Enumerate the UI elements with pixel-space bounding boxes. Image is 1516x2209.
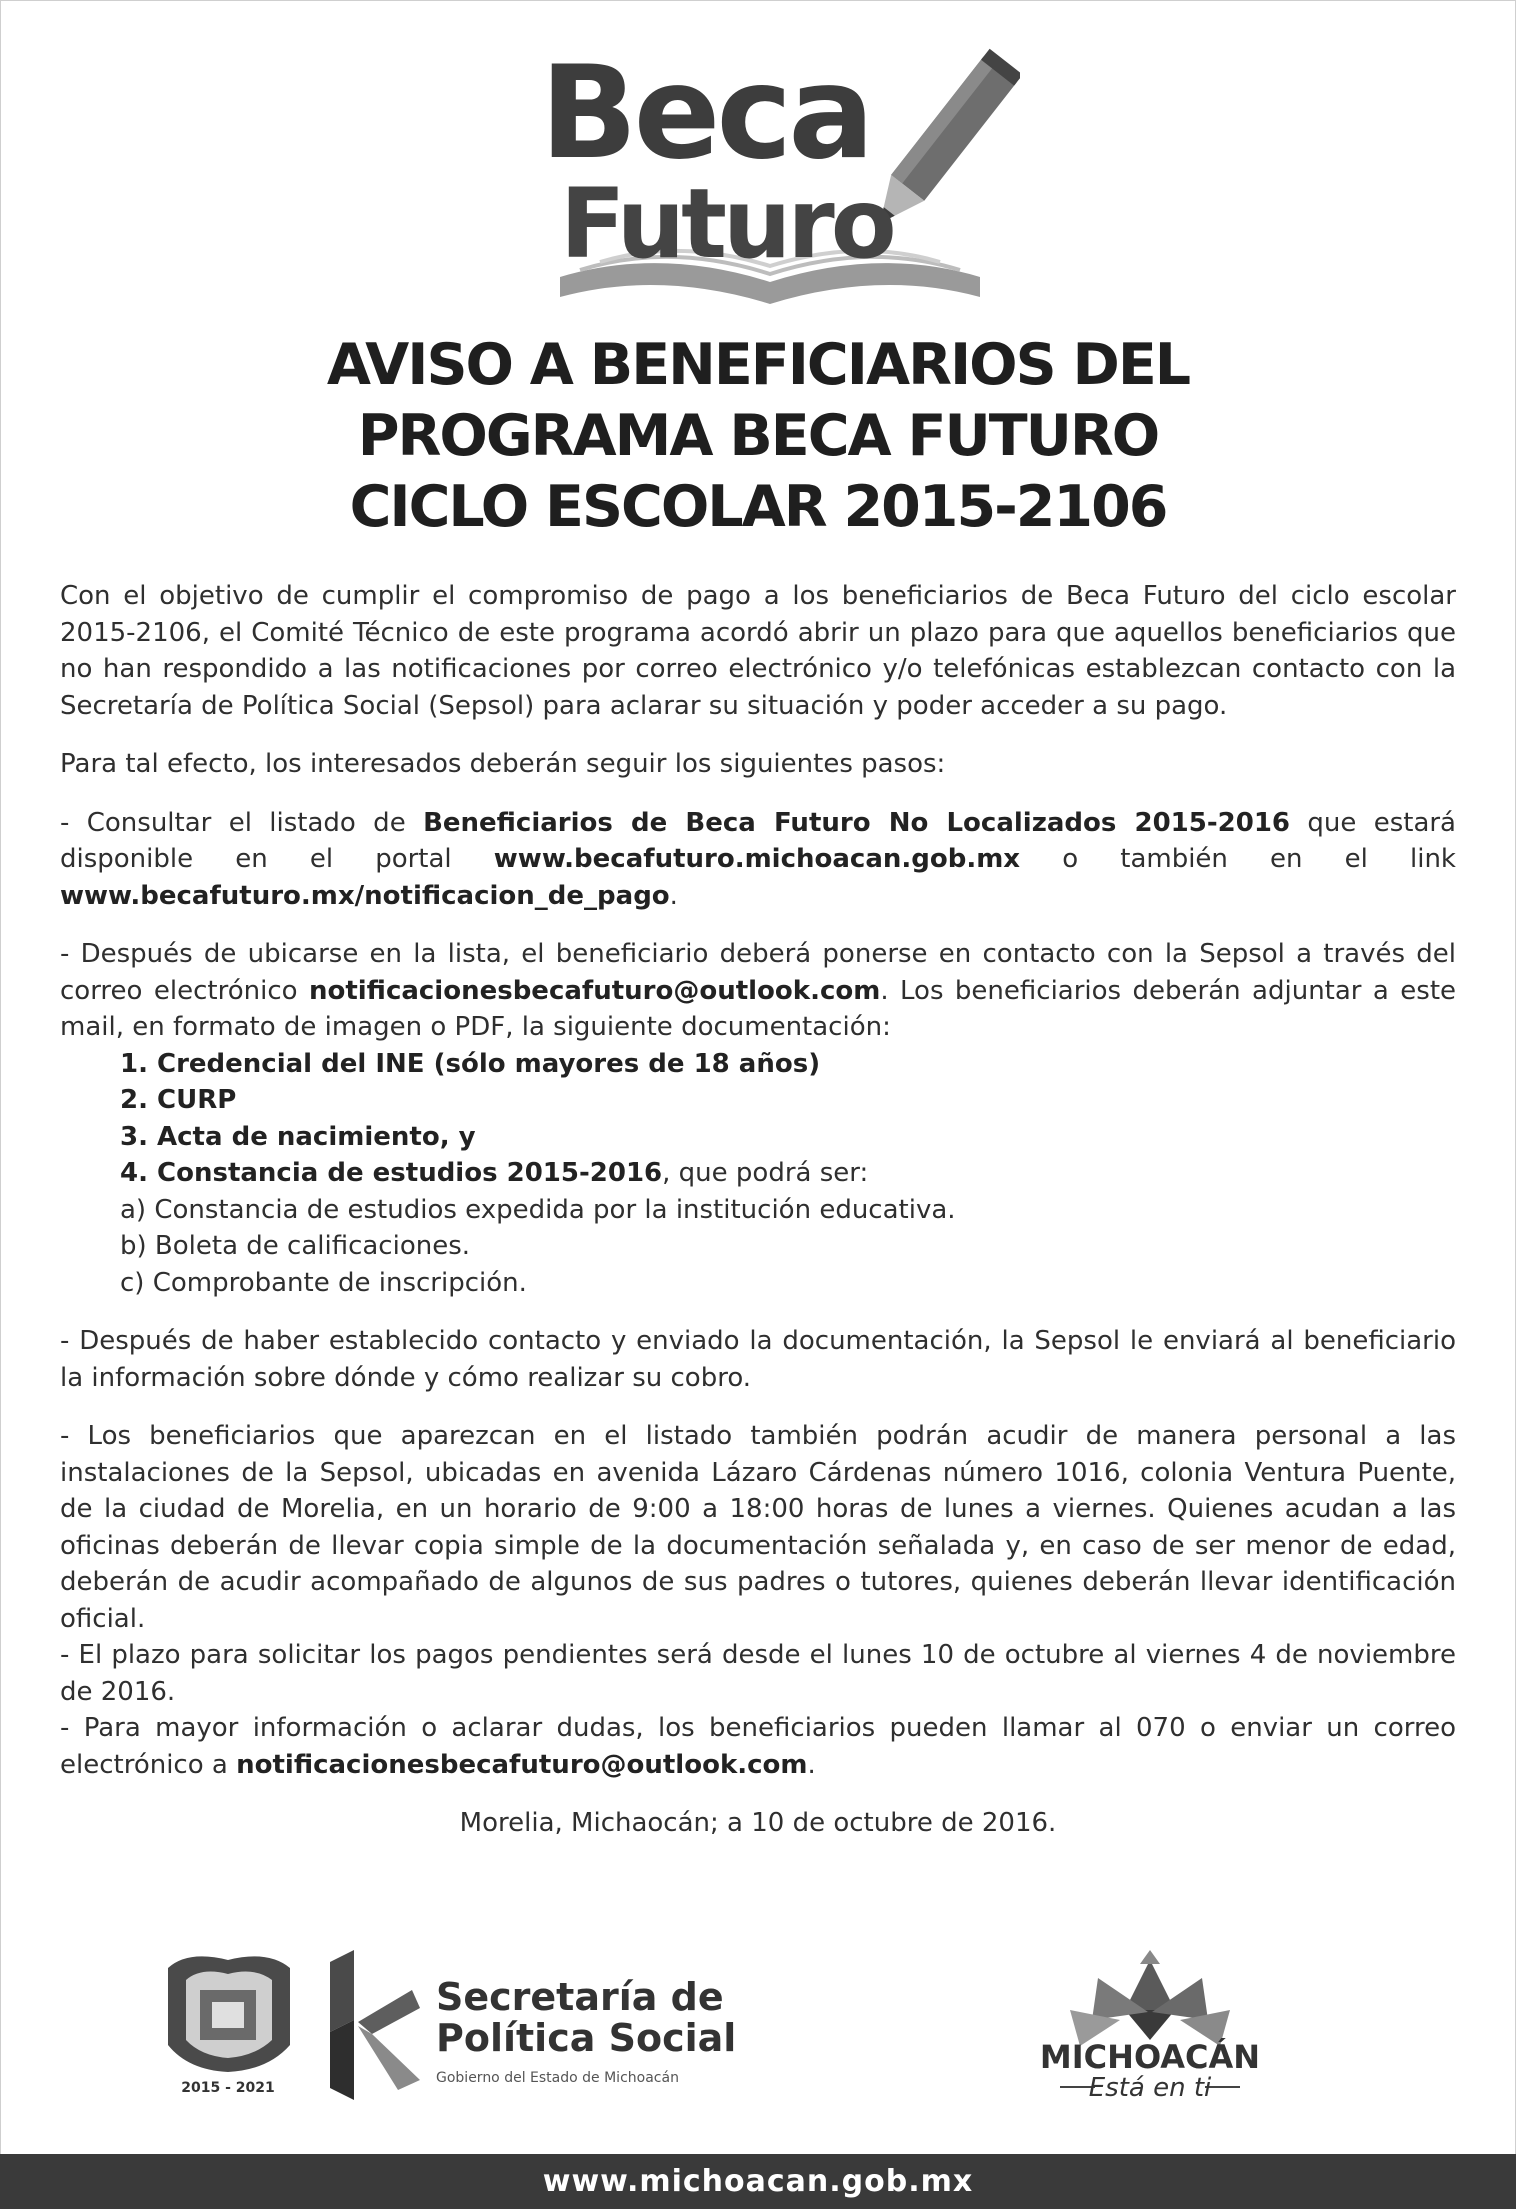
sepsol-line-1: Secretaría de bbox=[436, 1975, 724, 2019]
step-5: - El plazo para solicitar los pagos pendientes será desde el lunes 10 de octubre al viernes 4 de noviembre de 2016. bbox=[60, 1640, 1456, 1707]
doc-item-4: 4. Constancia de estudios 2015-2016, que podrá ser: bbox=[120, 1158, 869, 1188]
title-line-3: CICLO ESCOLAR 2015-2106 bbox=[349, 474, 1167, 540]
step-3: - Después de haber establecido contacto y enviado la documentación, la Sepsol le enviará al beneficiario la información sobre dónde y cómo realizar su cobro. bbox=[60, 1326, 1456, 1393]
documents-list bbox=[120, 1046, 1456, 1302]
step-2: - Después de ubicarse en la lista, el beneficiario deberá ponerse en contacto con la Sepsol a través del correo electrónico notificacionesbecafuturo@outlook.com. Los beneficiarios deberán adjuntar a este mail, en formato de imagen o PDF, la siguiente documentación: bbox=[60, 939, 1457, 1042]
title-line-1: AVISO A BENEFICIARIOS DEL bbox=[326, 332, 1190, 398]
footer-url-bar bbox=[0, 2154, 1516, 2209]
portal-url: www.becafuturo.michoacan.gob.mx bbox=[493, 844, 1021, 874]
state-seal-icon bbox=[168, 1956, 290, 2072]
list-name: Beneficiarios de Beca Futuro No Localizados 2015-2016 bbox=[423, 807, 1290, 838]
notice-body bbox=[60, 578, 1456, 1842]
doc-item-2: 2. CURP bbox=[120, 1085, 237, 1115]
beca-futuro-logo bbox=[520, 42, 1020, 312]
footer-logos bbox=[0, 1950, 1516, 2100]
doc-option-c: c) Comprobante de inscripción. bbox=[120, 1267, 527, 1298]
title-line-2: PROGRAMA BECA FUTURO bbox=[357, 403, 1159, 469]
notification-link: www.becafuturo.mx/notificacion_de_pago bbox=[60, 880, 670, 911]
notice-title bbox=[60, 330, 1456, 543]
doc-item-3: 3. Acta de nacimiento, y bbox=[120, 1121, 476, 1152]
doc-option-a: a) Constancia de estudios expedida por la institución educativa. bbox=[120, 1194, 956, 1225]
step-4: - Los beneficiarios que aparezcan en el listado también podrán acudir de manera personal a las instalaciones de la Sepsol, ubicadas en avenida Lázaro Cárdenas número 1016, colonia Ventura Puente, de la ciudad de Morelia, en un horario de 9:00 a 18:00 horas de lunes a viernes. Quienes acudan a las oficinas deberán de llevar copia simple de la documentación señalada y, en caso de ser menor de edad, deberán de acudir acompañado de algunos de sus padres o tutores, quienes deberán llevar identificación oficial. bbox=[60, 1421, 1456, 1634]
michoacan-name: MICHOACÁN bbox=[1039, 2038, 1261, 2076]
michoacan-logo-icon bbox=[1070, 1950, 1230, 2046]
intro-paragraph: Con el objetivo de cumplir el compromiso de pago a los beneficiarios de Beca Futuro del ciclo escolar 2015-2106, el Comité Técnico de este programa acordó abrir un plazo para que aquellos beneficiarios que no han respondido a las notificaciones por correo electrónico y/o telefónicas establezcan contacto con la Secretaría de Política Social (Sepsol) para aclarar su situación y poder acceder a su pago. bbox=[60, 581, 1456, 721]
doc-option-b: b) Boleta de calificaciones. bbox=[120, 1231, 471, 1261]
step-6: - Para mayor información o aclarar dudas, los beneficiarios pueden llamar al 070 o enviar un correo electrónico a notificacionesbecafuturo@outlook.com. bbox=[60, 1713, 1456, 1780]
logo-futuro-text: Futuro bbox=[560, 168, 893, 280]
footer-url[interactable]: www.michoacan.gob.mx bbox=[542, 2164, 974, 2199]
seal-years: 2015 - 2021 bbox=[181, 2080, 275, 2096]
logo-beca-text: Beca bbox=[540, 42, 871, 188]
sepsol-k-icon bbox=[330, 1950, 420, 2100]
steps-intro: Para tal efecto, los interesados deberán seguir los siguientes pasos: bbox=[60, 749, 946, 779]
sepsol-sub: Gobierno del Estado de Michoacán bbox=[436, 2070, 679, 2086]
michoacan-slogan: Está en ti bbox=[1088, 2073, 1212, 2100]
step-1: - Consultar el listado de Beneficiarios de Beca Futuro No Localizados 2015-2016 que estará disponible en el portal www.becafuturo.michoacan.gob.mx o también en el link www.becafuturo.mx/notificacion_de_pago. bbox=[60, 807, 1456, 911]
contact-email: notificacionesbecafuturo@outlook.com bbox=[308, 975, 881, 1006]
doc-item-1: 1. Credencial del INE (sólo mayores de 18 años) bbox=[120, 1048, 821, 1079]
sign-date: Morelia, Michaocán; a 10 de octubre de 2016. bbox=[459, 1808, 1057, 1838]
contact-email-2: notificacionesbecafuturo@outlook.com bbox=[236, 1749, 808, 1780]
sepsol-line-2: Política Social bbox=[436, 2016, 737, 2060]
